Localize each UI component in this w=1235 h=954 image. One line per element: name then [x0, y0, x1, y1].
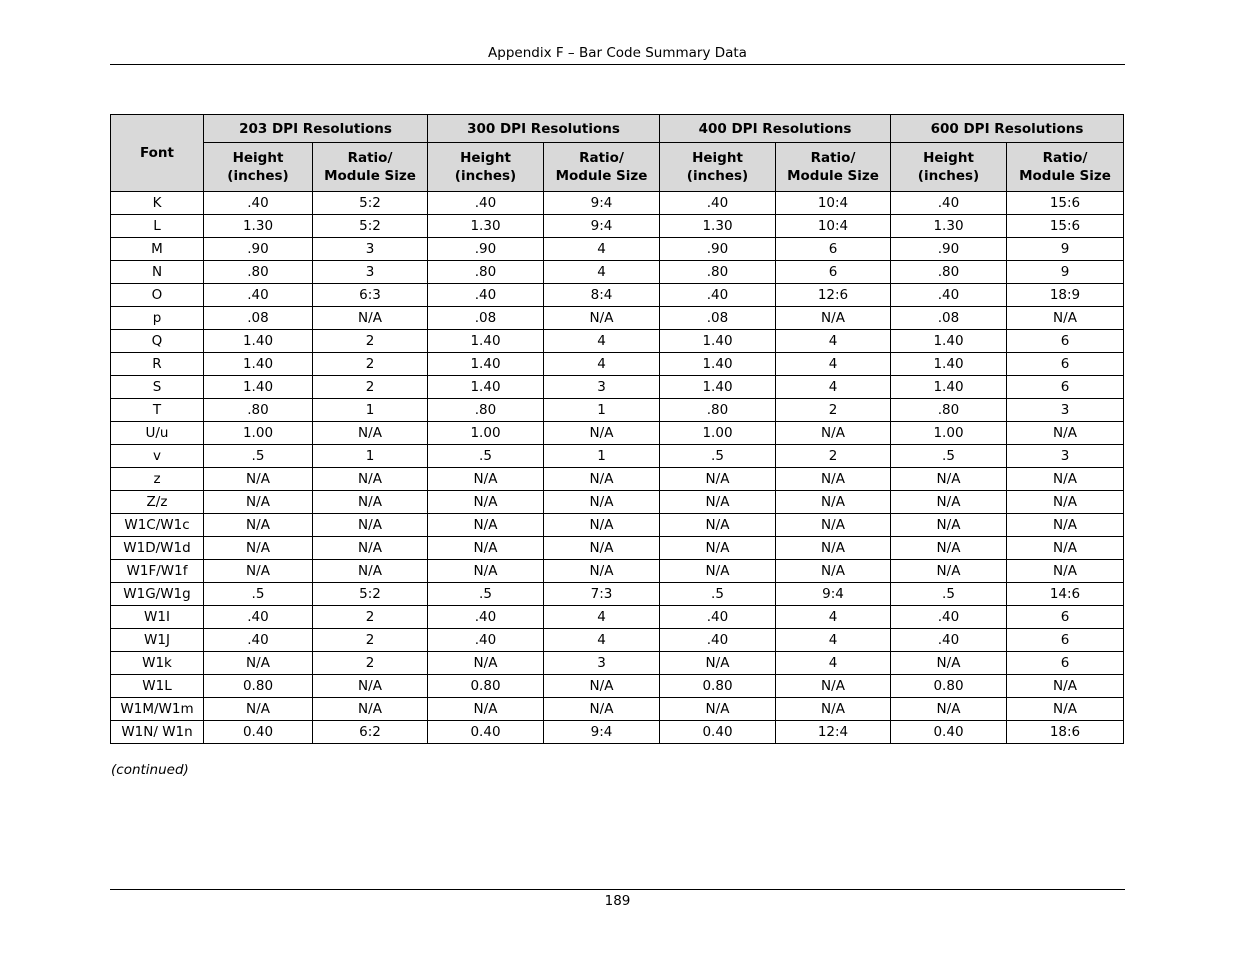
font-cell: W1C/W1c	[111, 514, 204, 537]
height-cell: N/A	[660, 514, 776, 537]
ratio-cell: N/A	[544, 537, 660, 560]
ratio-cell: 6	[1007, 330, 1124, 353]
ratio-cell: 12:6	[776, 284, 891, 307]
height-cell: 1.00	[204, 422, 313, 445]
ratio-cell: N/A	[1007, 560, 1124, 583]
height-cell: 1.40	[428, 330, 544, 353]
ratio-cell: N/A	[1007, 514, 1124, 537]
table-row	[111, 261, 1124, 284]
table-row	[111, 468, 1124, 491]
ratio-cell: 9:4	[776, 583, 891, 606]
height-cell: 1.30	[891, 215, 1007, 238]
height-header-label: (inches)	[227, 168, 289, 184]
height-cell: N/A	[204, 468, 313, 491]
ratio-cell: 5:2	[313, 192, 428, 215]
height-cell: .40	[660, 192, 776, 215]
table-row	[111, 192, 1124, 215]
ratio-header-label: Ratio/	[347, 150, 393, 166]
ratio-header-label: Module Size	[1019, 168, 1111, 184]
height-cell: .5	[891, 445, 1007, 468]
height-cell: N/A	[660, 468, 776, 491]
ratio-cell: 4	[776, 606, 891, 629]
height-cell: 1.40	[428, 353, 544, 376]
height-cell: 0.40	[428, 721, 544, 744]
ratio-cell: N/A	[776, 468, 891, 491]
font-cell: N	[111, 261, 204, 284]
table-row	[111, 721, 1124, 744]
height-cell: 1.30	[204, 215, 313, 238]
ratio-cell: N/A	[544, 491, 660, 514]
height-cell: .40	[428, 192, 544, 215]
ratio-cell: N/A	[776, 698, 891, 721]
ratio-cell: 3	[544, 376, 660, 399]
continued-note: (continued)	[111, 762, 189, 778]
height-cell: 0.40	[891, 721, 1007, 744]
height-cell: N/A	[891, 698, 1007, 721]
height-cell: N/A	[428, 491, 544, 514]
ratio-cell: N/A	[1007, 675, 1124, 698]
ratio-cell: 6	[1007, 652, 1124, 675]
table-row	[111, 422, 1124, 445]
font-cell: O	[111, 284, 204, 307]
ratio-cell: 14:6	[1007, 583, 1124, 606]
height-cell: 1.40	[891, 353, 1007, 376]
ratio-cell: 4	[544, 606, 660, 629]
height-cell: 0.80	[891, 675, 1007, 698]
font-column-header: Font	[111, 115, 204, 192]
height-cell: .90	[891, 238, 1007, 261]
table-row	[111, 698, 1124, 721]
height-header	[891, 143, 1007, 192]
font-cell: W1N/ W1n	[111, 721, 204, 744]
height-cell: 1.40	[891, 330, 1007, 353]
height-cell: .80	[660, 261, 776, 284]
height-cell: .80	[204, 399, 313, 422]
ratio-cell: N/A	[1007, 422, 1124, 445]
table-row	[111, 514, 1124, 537]
font-cell: S	[111, 376, 204, 399]
table-row	[111, 330, 1124, 353]
font-cell: T	[111, 399, 204, 422]
ratio-cell: 1	[313, 399, 428, 422]
ratio-cell: 8:4	[544, 284, 660, 307]
font-cell: W1k	[111, 652, 204, 675]
height-cell: N/A	[204, 537, 313, 560]
ratio-cell: 4	[776, 330, 891, 353]
table-row	[111, 284, 1124, 307]
font-cell: K	[111, 192, 204, 215]
table-row	[111, 445, 1124, 468]
ratio-cell: N/A	[776, 560, 891, 583]
ratio-cell: N/A	[1007, 468, 1124, 491]
height-cell: N/A	[891, 468, 1007, 491]
ratio-cell: N/A	[313, 675, 428, 698]
height-cell: 1.40	[891, 376, 1007, 399]
height-cell: .40	[204, 192, 313, 215]
ratio-header-label: Module Size	[787, 168, 879, 184]
group-header-600-dpi: 600 DPI Resolutions	[891, 115, 1124, 143]
height-cell: N/A	[204, 652, 313, 675]
height-cell: 1.00	[660, 422, 776, 445]
height-cell: N/A	[891, 560, 1007, 583]
height-cell: 1.00	[891, 422, 1007, 445]
height-cell: N/A	[204, 514, 313, 537]
ratio-cell: N/A	[313, 422, 428, 445]
header-divider	[110, 64, 1125, 65]
ratio-cell: N/A	[313, 698, 428, 721]
ratio-cell: 1	[544, 445, 660, 468]
height-header-label: (inches)	[454, 168, 517, 184]
height-cell: N/A	[660, 652, 776, 675]
height-cell: .40	[204, 629, 313, 652]
height-cell: 1.00	[428, 422, 544, 445]
ratio-cell: 2	[776, 445, 891, 468]
font-cell: W1F/W1f	[111, 560, 204, 583]
height-cell: N/A	[204, 698, 313, 721]
height-header	[428, 143, 544, 192]
height-cell: .40	[428, 284, 544, 307]
table-row	[111, 376, 1124, 399]
ratio-cell: 6	[1007, 376, 1124, 399]
ratio-cell: 3	[544, 652, 660, 675]
ratio-cell: N/A	[313, 307, 428, 330]
height-cell: N/A	[891, 491, 1007, 514]
ratio-cell: 2	[313, 353, 428, 376]
ratio-cell: 6	[1007, 606, 1124, 629]
page-header-title: Appendix F – Bar Code Summary Data	[488, 45, 747, 61]
ratio-cell: 3	[1007, 445, 1124, 468]
ratio-cell: N/A	[313, 514, 428, 537]
height-cell: .5	[891, 583, 1007, 606]
ratio-cell: 7:3	[544, 583, 660, 606]
ratio-cell: 4	[776, 376, 891, 399]
table-row	[111, 560, 1124, 583]
height-header-label: Height	[692, 150, 743, 166]
ratio-header-label: Module Size	[324, 168, 416, 184]
ratio-cell: 9:4	[544, 192, 660, 215]
height-cell: 1.40	[660, 330, 776, 353]
height-cell: 1.40	[428, 376, 544, 399]
font-cell: Z/z	[111, 491, 204, 514]
height-header-label: (inches)	[917, 168, 980, 184]
group-header-row	[111, 115, 1124, 143]
height-cell: .5	[204, 583, 313, 606]
height-cell: .40	[891, 606, 1007, 629]
ratio-cell: 2	[313, 652, 428, 675]
table-row	[111, 399, 1124, 422]
font-cell: U/u	[111, 422, 204, 445]
height-cell: .5	[428, 445, 544, 468]
ratio-cell: N/A	[1007, 698, 1124, 721]
height-header-label: Height	[460, 150, 511, 166]
ratio-header-label: Ratio/	[810, 150, 856, 166]
ratio-header	[313, 143, 428, 192]
ratio-cell: N/A	[544, 422, 660, 445]
ratio-cell: 9	[1007, 261, 1124, 284]
height-cell: .90	[660, 238, 776, 261]
height-cell: .80	[891, 399, 1007, 422]
ratio-header-label: Ratio/	[579, 150, 624, 166]
ratio-cell: 4	[544, 238, 660, 261]
ratio-cell: 6	[776, 261, 891, 284]
font-cell: R	[111, 353, 204, 376]
ratio-cell: 4	[776, 652, 891, 675]
ratio-cell: N/A	[1007, 307, 1124, 330]
ratio-cell: 9	[1007, 238, 1124, 261]
height-cell: .5	[204, 445, 313, 468]
height-cell: .5	[660, 445, 776, 468]
height-cell: 0.40	[660, 721, 776, 744]
ratio-cell: N/A	[313, 468, 428, 491]
height-cell: N/A	[204, 560, 313, 583]
ratio-cell: 2	[776, 399, 891, 422]
height-cell: .5	[660, 583, 776, 606]
height-cell: .80	[660, 399, 776, 422]
table-row	[111, 629, 1124, 652]
ratio-cell: 2	[313, 629, 428, 652]
ratio-cell: 1	[544, 399, 660, 422]
ratio-cell: N/A	[544, 514, 660, 537]
height-cell: 1.40	[204, 376, 313, 399]
ratio-cell: N/A	[776, 491, 891, 514]
ratio-cell: 4	[544, 330, 660, 353]
ratio-cell: 3	[313, 261, 428, 284]
table-row	[111, 307, 1124, 330]
height-cell: 0.80	[428, 675, 544, 698]
height-cell: .08	[660, 307, 776, 330]
ratio-cell: 9:4	[544, 215, 660, 238]
font-cell: Q	[111, 330, 204, 353]
height-header-label: Height	[923, 150, 974, 166]
height-cell: .40	[891, 629, 1007, 652]
ratio-cell: 4	[544, 353, 660, 376]
ratio-cell: 4	[776, 629, 891, 652]
ratio-cell: 2	[313, 606, 428, 629]
font-cell: W1D/W1d	[111, 537, 204, 560]
font-cell: M	[111, 238, 204, 261]
font-cell: p	[111, 307, 204, 330]
ratio-cell: 3	[1007, 399, 1124, 422]
height-cell: .40	[204, 284, 313, 307]
ratio-cell: 4	[544, 261, 660, 284]
height-cell: .08	[204, 307, 313, 330]
ratio-cell: N/A	[313, 560, 428, 583]
height-cell: .5	[428, 583, 544, 606]
height-cell: 0.80	[660, 675, 776, 698]
sub-header-row	[111, 143, 1124, 192]
ratio-cell: N/A	[776, 675, 891, 698]
height-cell: N/A	[428, 560, 544, 583]
height-cell: .08	[428, 307, 544, 330]
ratio-cell: 12:4	[776, 721, 891, 744]
height-cell: N/A	[428, 514, 544, 537]
height-cell: 1.40	[204, 330, 313, 353]
height-cell: .08	[891, 307, 1007, 330]
ratio-cell: N/A	[544, 560, 660, 583]
ratio-cell: 6:3	[313, 284, 428, 307]
height-cell: 1.30	[660, 215, 776, 238]
ratio-cell: N/A	[776, 422, 891, 445]
table-row	[111, 215, 1124, 238]
ratio-cell: 18:6	[1007, 721, 1124, 744]
ratio-cell: N/A	[544, 675, 660, 698]
height-cell: 1.30	[428, 215, 544, 238]
height-cell: .90	[204, 238, 313, 261]
ratio-cell: 15:6	[1007, 192, 1124, 215]
height-header-label: (inches)	[686, 168, 749, 184]
ratio-cell: 2	[313, 376, 428, 399]
table-row	[111, 652, 1124, 675]
ratio-cell: 18:9	[1007, 284, 1124, 307]
font-cell: W1I	[111, 606, 204, 629]
group-header-203-dpi: 203 DPI Resolutions	[204, 115, 428, 143]
bar-code-summary-table	[110, 114, 1124, 744]
table-row	[111, 583, 1124, 606]
ratio-cell: 2	[313, 330, 428, 353]
ratio-cell: N/A	[776, 514, 891, 537]
height-cell: 1.40	[660, 376, 776, 399]
height-cell: .40	[660, 606, 776, 629]
ratio-cell: 6	[1007, 353, 1124, 376]
height-cell: .80	[428, 261, 544, 284]
table-row	[111, 238, 1124, 261]
height-cell: N/A	[660, 491, 776, 514]
table-row	[111, 606, 1124, 629]
table-row	[111, 491, 1124, 514]
ratio-cell: 10:4	[776, 215, 891, 238]
height-cell: .40	[204, 606, 313, 629]
height-cell: 0.40	[204, 721, 313, 744]
height-cell: N/A	[428, 537, 544, 560]
ratio-cell: 5:2	[313, 583, 428, 606]
ratio-header	[776, 143, 891, 192]
font-cell: W1G/W1g	[111, 583, 204, 606]
font-cell: L	[111, 215, 204, 238]
ratio-cell: 4	[776, 353, 891, 376]
ratio-cell: 4	[544, 629, 660, 652]
ratio-cell: 15:6	[1007, 215, 1124, 238]
table-row	[111, 675, 1124, 698]
height-cell: 1.40	[204, 353, 313, 376]
ratio-cell: N/A	[313, 491, 428, 514]
height-cell: N/A	[891, 652, 1007, 675]
height-cell: .40	[891, 284, 1007, 307]
height-cell: N/A	[660, 537, 776, 560]
ratio-header	[544, 143, 660, 192]
height-header-label: Height	[232, 150, 284, 166]
font-cell: v	[111, 445, 204, 468]
height-cell: 1.40	[660, 353, 776, 376]
ratio-cell: 9:4	[544, 721, 660, 744]
height-cell: .80	[428, 399, 544, 422]
ratio-cell: N/A	[1007, 491, 1124, 514]
table-row	[111, 353, 1124, 376]
ratio-header-label: Module Size	[555, 168, 648, 184]
ratio-cell: 3	[313, 238, 428, 261]
font-cell: W1M/W1m	[111, 698, 204, 721]
height-cell: .40	[660, 629, 776, 652]
height-cell: N/A	[428, 468, 544, 491]
ratio-cell: 6	[776, 238, 891, 261]
group-header-300-dpi: 300 DPI Resolutions	[428, 115, 660, 143]
height-cell: .40	[891, 192, 1007, 215]
table-row	[111, 537, 1124, 560]
height-header	[204, 143, 313, 192]
ratio-cell: N/A	[776, 537, 891, 560]
ratio-cell: N/A	[313, 537, 428, 560]
height-cell: N/A	[428, 652, 544, 675]
ratio-cell: N/A	[1007, 537, 1124, 560]
height-cell: .80	[891, 261, 1007, 284]
ratio-cell: 1	[313, 445, 428, 468]
ratio-cell: 6	[1007, 629, 1124, 652]
ratio-cell: 10:4	[776, 192, 891, 215]
ratio-cell: 6:2	[313, 721, 428, 744]
height-cell: .40	[660, 284, 776, 307]
ratio-cell: N/A	[776, 307, 891, 330]
ratio-header-label: Ratio/	[1042, 150, 1088, 166]
ratio-cell: N/A	[544, 468, 660, 491]
font-cell: W1L	[111, 675, 204, 698]
table-body	[111, 192, 1124, 744]
footer-divider	[110, 889, 1125, 890]
group-header-400-dpi: 400 DPI Resolutions	[660, 115, 891, 143]
ratio-cell: N/A	[544, 307, 660, 330]
height-cell: N/A	[428, 698, 544, 721]
height-cell: N/A	[891, 514, 1007, 537]
height-cell: .40	[428, 606, 544, 629]
ratio-cell: N/A	[544, 698, 660, 721]
height-cell: N/A	[891, 537, 1007, 560]
height-cell: .40	[428, 629, 544, 652]
font-cell: W1J	[111, 629, 204, 652]
ratio-cell: 5:2	[313, 215, 428, 238]
height-cell: N/A	[660, 560, 776, 583]
height-cell: 0.80	[204, 675, 313, 698]
height-cell: .90	[428, 238, 544, 261]
font-cell: z	[111, 468, 204, 491]
height-cell: N/A	[204, 491, 313, 514]
ratio-header	[1007, 143, 1124, 192]
height-cell: N/A	[660, 698, 776, 721]
height-header	[660, 143, 776, 192]
page-number: 189	[604, 893, 631, 909]
height-cell: .80	[204, 261, 313, 284]
